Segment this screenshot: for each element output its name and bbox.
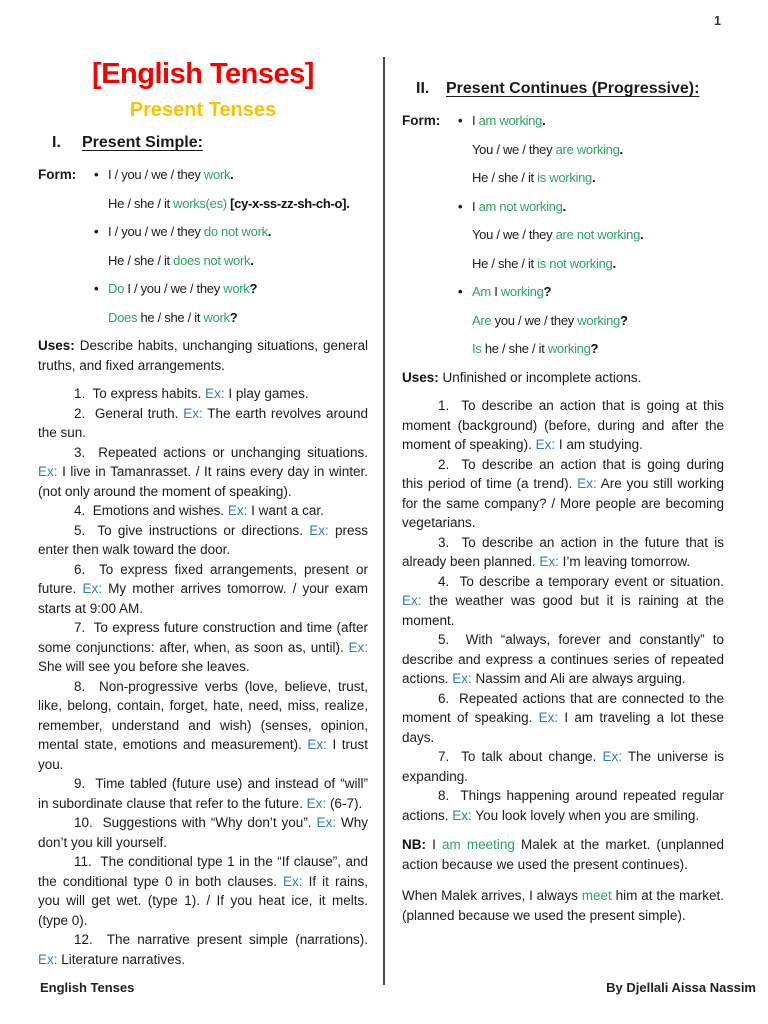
form-line <box>458 140 724 159</box>
form-label: Form: <box>38 167 77 182</box>
form-lines <box>458 111 724 358</box>
bullet-icon <box>94 279 108 298</box>
form-line-text: He / she / it does not work. <box>108 252 254 268</box>
section-number: II. <box>416 80 430 97</box>
document-subtitle: Present Tenses <box>129 99 277 121</box>
document-title: [English Tenses] <box>92 58 314 90</box>
form-line-text: Is he / she / it working? <box>472 341 599 356</box>
form-line-text: I / you / we / they do not work. <box>108 224 272 239</box>
form-line-text: You / we / they are working. <box>472 141 623 157</box>
form-line <box>94 165 368 184</box>
form-line <box>94 308 368 327</box>
footer-right-text: By Djellali Aissa Nassim <box>606 980 756 995</box>
form-label: Form: <box>402 113 441 128</box>
form-line-text: I / you / we / they work. <box>108 167 234 182</box>
list-item: 11. The conditional type 1 in the “If clause”, and the conditional type 0 in both clauses. Ex: If it rains, you will get wet. (type 1). / If you heat ice, it melts. (type 0). <box>38 854 368 928</box>
list-item: 6. Repeated actions that are connected to the moment of speaking. Ex: I am traveling a lot these days. <box>402 690 724 745</box>
list-item: 4. Emotions and wishes. Ex: I want a car. <box>74 503 324 518</box>
form-lines <box>94 165 368 327</box>
form-block-present-continues <box>402 111 724 358</box>
section-title: Present Simple: <box>82 134 203 151</box>
list-item: 3. Repeated actions or unchanging situations. Ex: I live in Tamanrasset. / It rains every day in winter. (not only around the moment of speaking). <box>38 444 368 499</box>
form-line <box>458 111 724 130</box>
page-number: 1 <box>714 14 721 28</box>
list-item: 4. To describe a temporary event or situation. Ex: the weather was good but it is raining at the moment. <box>402 573 724 628</box>
form-line <box>458 282 724 301</box>
form-line-text: He / she / it is working. <box>472 170 596 185</box>
form-line <box>94 222 368 241</box>
list-item: 8. Things happening around repeated regular actions. Ex: You look lovely when you are smiling. <box>402 788 724 823</box>
left-column <box>38 58 368 969</box>
list-item: 12. The narrative present simple (narrations). Ex: Literature narratives. <box>38 932 368 967</box>
form-line <box>458 339 724 358</box>
list-item: 5. To give instructions or directions. Ex: press enter then walk toward the door. <box>38 522 368 557</box>
bullet-icon <box>458 282 472 301</box>
bullet-icon <box>458 111 472 130</box>
uses-paragraph: Uses: Describe habits, unchanging situations, general truths, and fixed arrangements. <box>38 338 368 373</box>
column-divider <box>383 57 385 985</box>
uses-list-present-simple <box>38 384 368 969</box>
uses-list-present-continues <box>402 396 724 825</box>
form-line-text: Are you / we / they working? <box>472 312 628 328</box>
section-number: I. <box>52 134 61 151</box>
form-line <box>458 168 724 187</box>
form-line <box>458 197 724 216</box>
list-item: 6. To express fixed arrangements, present or future. Ex: My mother arrives tomorrow. / your exam starts at 9:00 AM. <box>38 561 368 616</box>
form-line <box>458 225 724 244</box>
list-item: 3. To describe an action in the future that is already been planned. Ex: I’m leaving tomorrow. <box>402 534 724 569</box>
form-line-text: Does he / she / it work? <box>108 309 238 325</box>
list-item: 2. General truth. Ex: The earth revolves around the sun. <box>38 405 368 440</box>
form-block-present-simple <box>38 165 368 327</box>
bullet-icon <box>94 222 108 241</box>
list-item: 1. To express habits. Ex: I play games. <box>74 386 309 401</box>
form-line-text: You / we / they are not working. <box>472 227 644 242</box>
form-line-text: I am working. <box>472 113 546 128</box>
closing-paragraph: When Malek arrives, I always meet him at the market. (planned because we used the present simple). <box>402 888 724 923</box>
nb-paragraph: NB: I am meeting Malek at the market. (unplanned action because we used the present continues). <box>402 837 724 872</box>
footer-left-text: English Tenses <box>40 980 135 995</box>
bullet-icon <box>94 165 108 184</box>
form-line-text: He / she / it is not working. <box>472 255 616 271</box>
right-column <box>402 80 724 934</box>
list-item: 8. Non-progressive verbs (love, believe, trust, like, belong, contain, forget, hate, need, miss, realize, remember, understand and wish) (senses, opinion, mental state, emotions and measurement). Ex: I trust you. <box>38 678 368 772</box>
list-item: 5. With “always, forever and constantly” to describe and express a continues series of repeated actions. Ex: Nassim and Ali are always arguing. <box>402 632 724 686</box>
uses-paragraph: Uses: Unfinished or incomplete actions. <box>402 369 642 385</box>
form-line-text: He / she / it works(es) [cy-x-ss-zz-sh-ch-o]. <box>108 195 350 211</box>
list-item: 7. To talk about change. Ex: The universe is expanding. <box>402 749 724 784</box>
form-line <box>458 254 724 273</box>
list-item: 9. Time tabled (future use) and instead of “will” in subordinate clause that refer to the future. Ex: (6-7). <box>38 776 368 811</box>
list-item: 2. To describe an action that is going during this period of time (a trend). Ex: Are you still working for the same company? / More people are becoming vegetarians. <box>402 456 724 530</box>
form-line-text: I am not working. <box>472 198 566 214</box>
section-heading-present-continues <box>402 80 724 98</box>
section-title: Present Continues (Progressive): <box>446 80 700 97</box>
form-line <box>94 194 368 213</box>
form-line <box>94 279 368 298</box>
form-line-text: Do I / you / we / they work? <box>108 281 258 296</box>
form-line <box>458 311 724 330</box>
list-item: 10. Suggestions with “Why don’t you”. Ex: Why don’t you kill yourself. <box>38 815 368 850</box>
page-footer <box>40 980 756 995</box>
section-heading-present-simple <box>38 134 368 152</box>
form-line <box>94 251 368 270</box>
list-item: 1. To describe an action that is going at this moment (background) (before, during and after the moment of speaking). Ex: I am studying. <box>402 398 724 452</box>
list-item: 7. To express future construction and time (after some conjunctions: after, when, as soon as, until). Ex: She will see you before she leaves. <box>38 620 368 674</box>
form-line-text: Am I working? <box>472 284 552 299</box>
bullet-icon <box>458 197 472 216</box>
